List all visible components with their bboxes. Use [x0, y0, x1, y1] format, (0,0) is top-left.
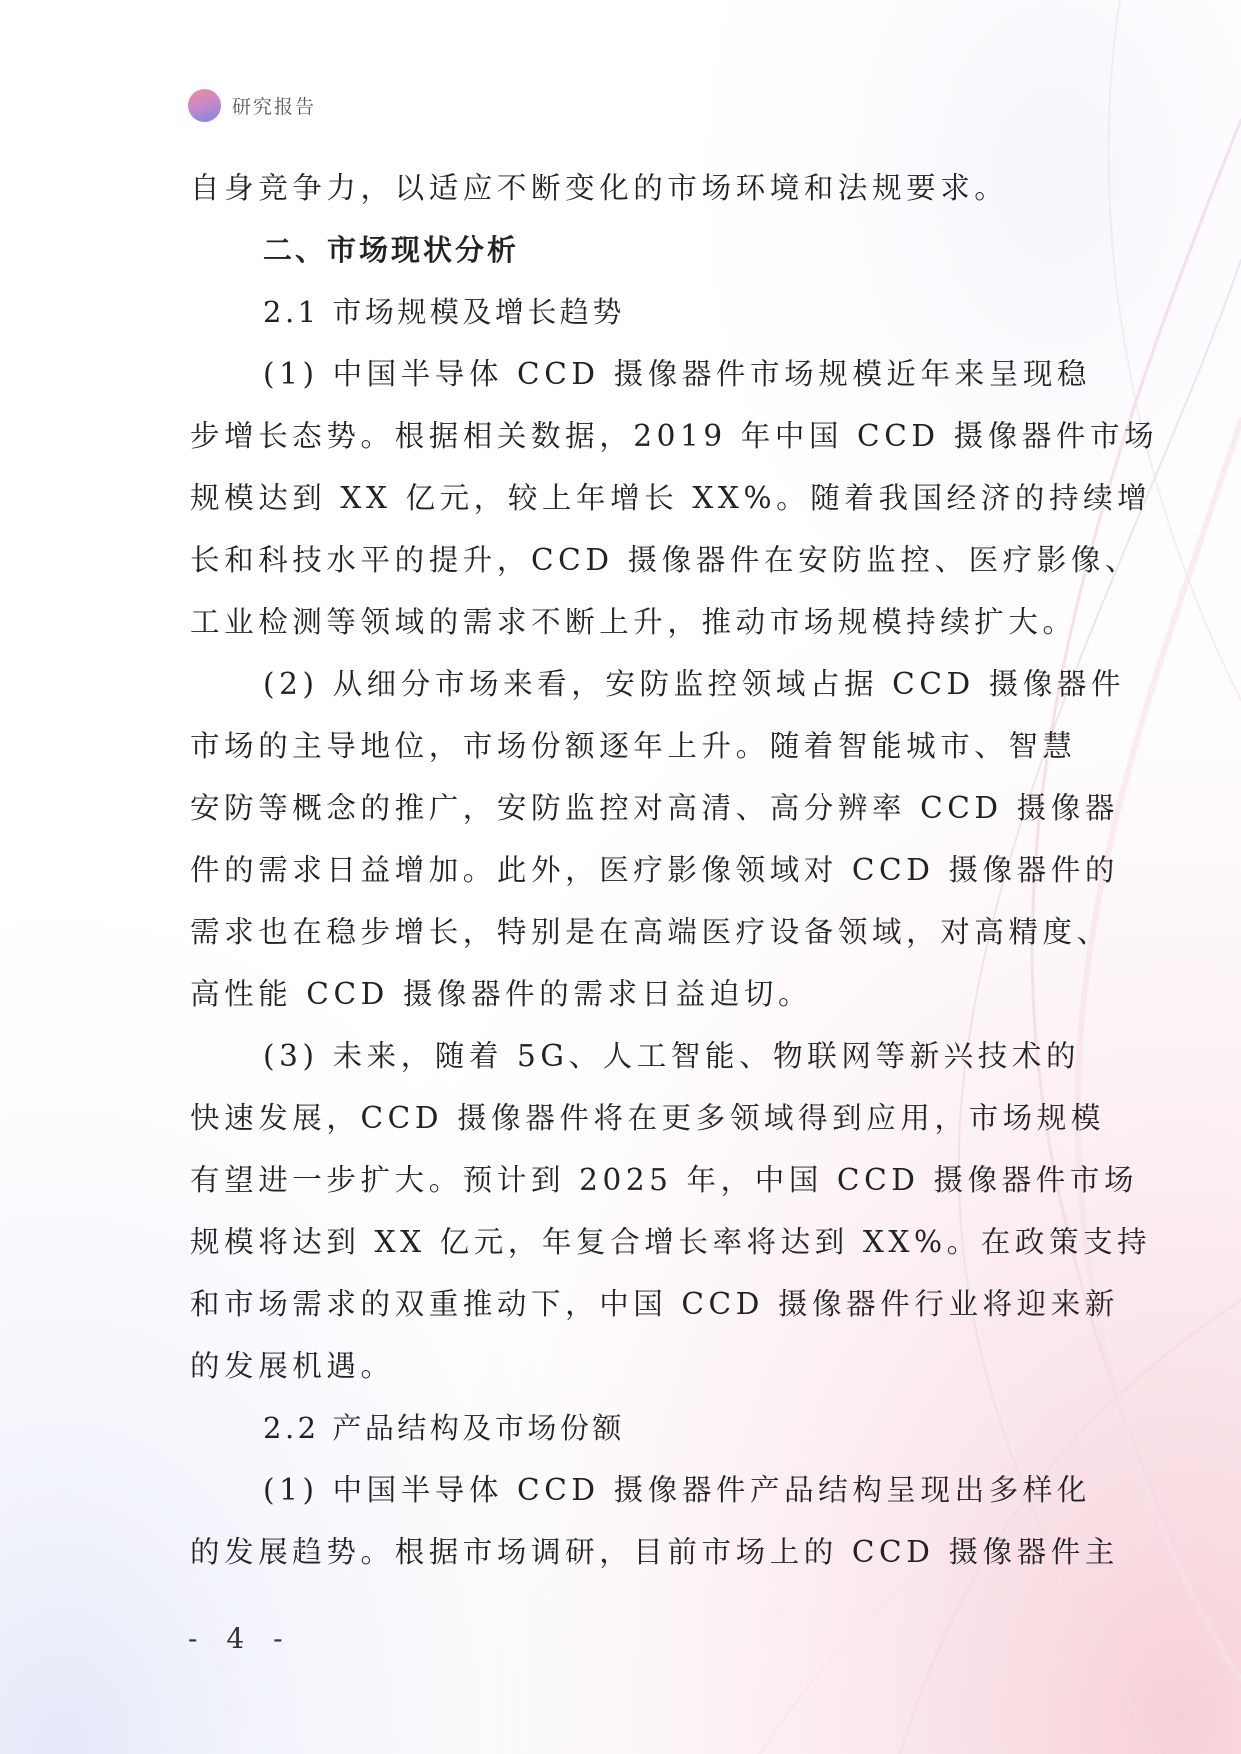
logo-circle-icon: [188, 89, 221, 122]
subsection-heading: 2.1 市场规模及增长趋势: [263, 295, 625, 329]
text-line: (3) 未来，随着 5G、人工智能、物联网等新兴技术的: [263, 1039, 1081, 1073]
page-number: - 4 -: [188, 1622, 293, 1655]
text-line: 步增长态势。根据相关数据，2019 年中国 CCD 摄像器件市场: [190, 419, 1159, 453]
section-heading: 二、市场现状分析: [263, 233, 520, 267]
text-line: 件的需求日益增加。此外，医疗影像领域对 CCD 摄像器件的: [190, 853, 1119, 887]
header-label: 研究报告: [232, 95, 317, 118]
text-line: 工业检测等领域的需求不断上升，推动市场规模持续扩大。: [190, 605, 1077, 639]
text-line: 长和科技水平的提升，CCD 摄像器件在安防监控、医疗影像、: [190, 543, 1140, 577]
text-line: 需求也在稳步增长，特别是在高端医疗设备领域，对高精度、: [190, 915, 1111, 949]
text-line: 规模将达到 XX 亿元，年复合增长率将达到 XX%。在政策支持: [190, 1225, 1152, 1259]
text-line: (2) 从细分市场来看，安防监控领域占据 CCD 摄像器件: [263, 667, 1126, 701]
text-line: 市场的主导地位，市场份额逐年上升。随着智能城市、智慧: [190, 729, 1077, 763]
text-line: 的发展机遇。: [190, 1349, 395, 1383]
document-body: [190, 157, 1159, 1583]
text-line: (1) 中国半导体 CCD 摄像器件产品结构呈现出多样化: [263, 1473, 1092, 1507]
text-line: 规模达到 XX 亿元，较上年增长 XX%。随着我国经济的持续增: [190, 481, 1152, 515]
text-line: 高性能 CCD 摄像器件的需求日益迫切。: [190, 977, 813, 1011]
text-line: (1) 中国半导体 CCD 摄像器件市场规模近年来呈现稳: [263, 357, 1092, 391]
text-line: 自身竞争力，以适应不断变化的市场环境和法规要求。: [190, 171, 1009, 205]
text-line: 的发展趋势。根据市场调研，目前市场上的 CCD 摄像器件主: [190, 1535, 1119, 1569]
subsection-heading: 2.2 产品结构及市场份额: [263, 1411, 625, 1445]
text-line: 有望进一步扩大。预计到 2025 年，中国 CCD 摄像器件市场: [190, 1163, 1139, 1197]
text-line: 快速发展，CCD 摄像器件将在更多领域得到应用，市场规模: [190, 1101, 1105, 1135]
text-line: 安防等概念的推广，安防监控对高清、高分辨率 CCD 摄像器: [190, 791, 1119, 825]
text-line: 和市场需求的双重推动下，中国 CCD 摄像器件行业将迎来新: [190, 1287, 1119, 1321]
report-header: [188, 88, 316, 122]
